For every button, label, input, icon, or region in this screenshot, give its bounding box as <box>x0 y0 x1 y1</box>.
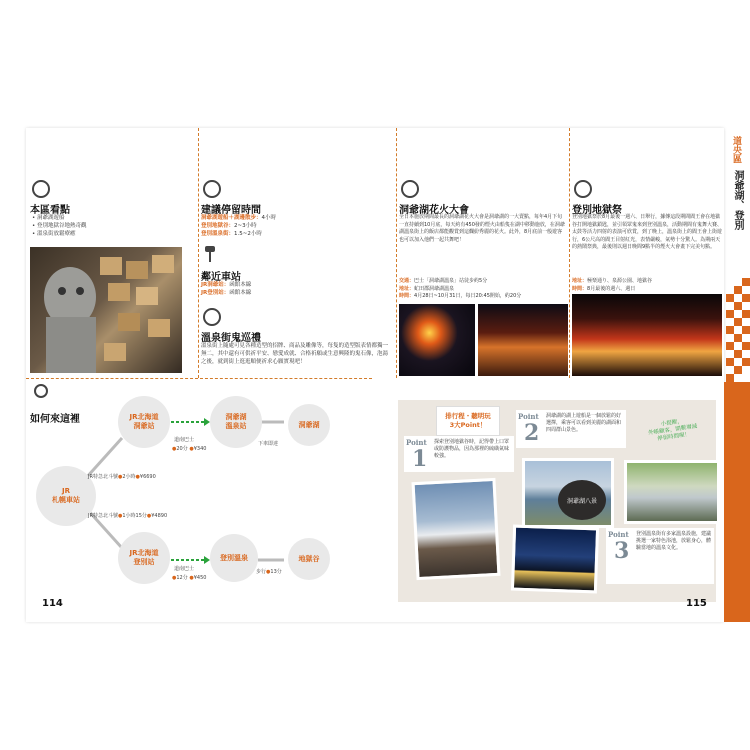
point-text: 探索登別地獄谷時，記得帶上口罩或防護物品，因為那裡的硫磺氣味較強。 <box>434 439 510 459</box>
node-toya-onsen: 洞爺湖 溫泉站 <box>210 396 262 448</box>
fireworks-info <box>399 278 565 301</box>
hell-festival-photo <box>572 294 722 376</box>
point-1 <box>404 436 514 472</box>
point-label: Point <box>608 530 629 539</box>
onsen-icon <box>203 308 221 326</box>
point-label: Point <box>518 412 539 421</box>
node-lake-toya: 洞爺湖 <box>288 404 330 446</box>
clock-icon <box>203 180 221 198</box>
area-item: • 溫泉街放鬆療癒 <box>32 231 76 237</box>
node-jr-noboribetsu: JR北海道 登別站 <box>118 532 170 584</box>
node-sapporo: JR 札幌車站 <box>36 466 96 526</box>
station-line: JR洞爺站：函館本線 <box>201 282 252 288</box>
info-line: 時間：4月28日~10月31日，每日20:45開始，約20分 <box>399 293 522 299</box>
stay-list <box>201 214 361 238</box>
area-item: • 洞爺湖遊船 <box>32 215 65 221</box>
festival-float-photo <box>478 304 568 376</box>
night-cruise-photo <box>511 525 599 594</box>
stay-line: 洞爺湖遊船＋湖邊散步：4小時 <box>201 215 277 221</box>
edge-label: 步行●13分 <box>256 569 282 575</box>
stay-title: 建議停留時間 <box>201 205 261 216</box>
book-spread <box>26 128 743 622</box>
points-header-line1: 排行程・聽明玩 <box>445 412 491 420</box>
stay-line: 登別地獄谷：2~3小時 <box>201 223 257 229</box>
eye-icon <box>32 180 50 198</box>
station-list <box>201 281 361 297</box>
station-line: JR登別站：函館本線 <box>201 290 252 296</box>
point-number: 1 <box>412 446 428 472</box>
bus-stop-icon <box>204 246 216 262</box>
divider <box>569 128 570 378</box>
point-number: 2 <box>524 420 540 446</box>
info-line: 交通：巴士「洞爺湖溫泉」站徒步約5分 <box>399 278 488 284</box>
info-line: 地址：虻田郡洞爺湖溫泉 <box>399 285 455 292</box>
route-icon <box>34 384 48 398</box>
tip-bubble: 小提醒， 外帳顧客，開數增減 停留時間喔！ <box>647 418 698 443</box>
crater-lake-photo <box>624 460 720 524</box>
page-number-left: 114 <box>42 598 63 609</box>
how-title: 如何來這裡 <box>30 414 80 425</box>
edge-label: 道南巴士 <box>174 566 195 572</box>
edge-label: 道南巴士 <box>174 437 195 443</box>
edge-label: ●20分 ●¥340 <box>172 446 207 452</box>
station-title: 鄰近車站 <box>201 272 241 283</box>
info-line: 地址：極楽通り、泉源公園、地獄谷 <box>572 278 653 284</box>
checker-decoration <box>724 278 750 382</box>
hell-festival-body: 登別地獄祭於8月最後一週六、日舉行，據傳這段期間閻王會在地獄谷打開地獄鎖匙，並引領眾鬼來到登別溫泉，活動期間有鬼舞大賽、太鼓等活力四射的表演可欣賞，到了晚上，溫泉街上的閻王會上街遊行，6公尺高的閻王目射紅光，表情嚴峻，氣勢十分驚人。為期兩天的熱鬧祭典，最後則以週日晚間9點半的煙火大會畫下完美句點。 <box>572 214 723 250</box>
point-label: Point <box>406 438 427 447</box>
sidebar-orange-band <box>724 382 750 622</box>
sidebar-region: 道央區 <box>731 136 741 163</box>
point-text: 登別溫泉街有多家溫泉設施，建議挑選一家特色浴池，放鬆身心，體驗當地的溫泉文化。 <box>636 531 712 551</box>
area-title: 本區看點 <box>30 205 70 216</box>
point-3 <box>606 528 714 584</box>
node-jr-toya: JR北海道 洞爺站 <box>118 396 170 448</box>
hell-festival-info <box>572 278 722 293</box>
chapter-sidebar <box>724 128 750 622</box>
edge-label: ●12分 ●¥450 <box>172 575 207 581</box>
node-noboribetsu-onsen: 登別溫泉 <box>210 534 258 582</box>
stay-line: 登別溫泉街：1.5~2小時 <box>201 231 262 237</box>
lake-sign: 洞爺湖八景 <box>558 480 606 520</box>
area-list <box>32 214 192 238</box>
oni-statue-illustration <box>30 247 182 373</box>
fireworks-icon <box>401 180 419 198</box>
onsen-title: 溫泉街鬼巡禮 <box>201 333 261 344</box>
fireworks-title: 洞爺湖花火大會 <box>399 205 469 216</box>
divider <box>26 378 372 379</box>
divider <box>396 128 397 378</box>
fireworks-body: 全日本施放期間最長的洞爺湖花火大會是洞爺湖的一大賣點，每年4月下旬一直持續到10月底，每天約有450發的煙火由船隻在湖中移動施放，在洞爺湖溫泉街上的飯店都能觀賞到這爛紛秀麗的花火。此外，8月底前一般遊客也可以加入他們一起共舞吧！ <box>399 214 565 243</box>
divider <box>198 128 199 378</box>
area-item: • 登別地獄谷地熱奇觀 <box>32 223 87 229</box>
sidebar-text-column <box>724 128 750 278</box>
fireworks-photo <box>399 304 475 376</box>
points-header <box>436 406 500 436</box>
hell-festival-title: 登別地獄祭 <box>572 205 622 216</box>
oni-statue-photo <box>30 247 182 373</box>
page-number-right: 115 <box>686 598 707 609</box>
edge-label: JR特急北斗號●2小時●¥6690 <box>88 474 156 480</box>
info-line: 時間：8月最後的週六、週日 <box>572 285 636 292</box>
points-header-line2: 3大Point！ <box>449 421 487 429</box>
jigokudani-photo <box>411 478 500 580</box>
node-jigokudani: 地獄谷 <box>288 538 330 580</box>
point-text: 洞爺湖的湖上遊船是一個放鬆的好選擇，乘客可以看到美麗的湖面和四周群山景色。 <box>546 413 622 433</box>
onsen-body: 溫泉街上隨處可見各種造型的招牌、商品及雕像等，每隻的造型版表情都獨一無二，其中還有可供祈平安、戀愛成就、合格祈願或生意興隆的鬼石像，泡湯之後，就到街上逛逛順便祈求心願實現吧！ <box>201 343 389 365</box>
sidebar-places: 洞爺湖、登別 <box>732 170 743 230</box>
point-2 <box>516 410 626 448</box>
point-number: 3 <box>614 538 630 564</box>
oni-icon <box>574 180 592 198</box>
edge-label: JR特急北斗號●1小時15分●¥4890 <box>88 513 168 519</box>
edge-label: 下車即達 <box>258 441 279 447</box>
